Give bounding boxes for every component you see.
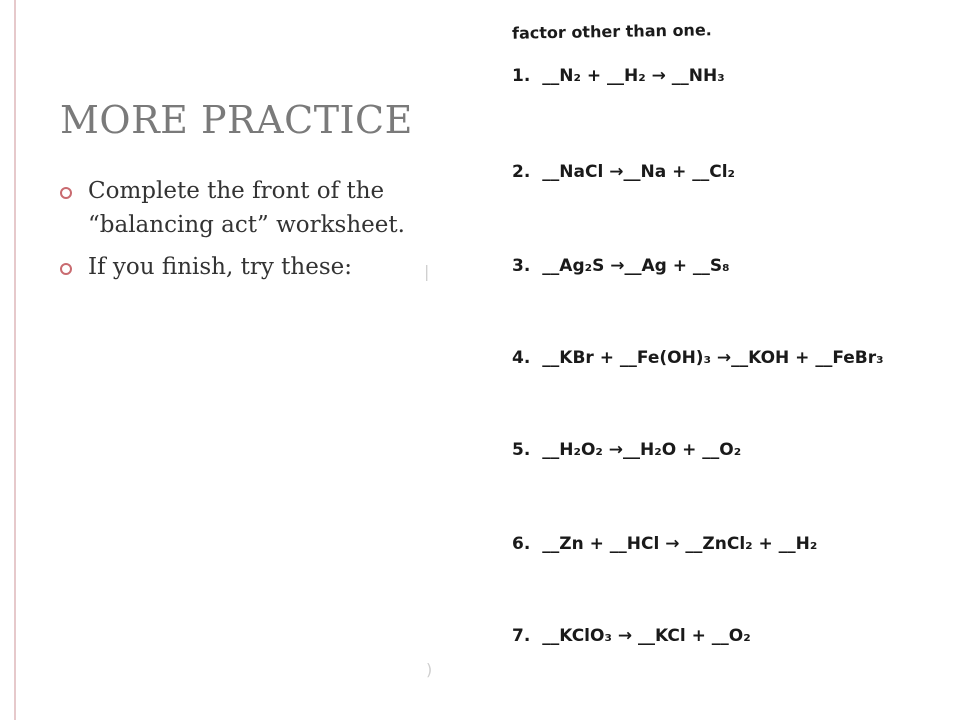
equation-number: 3. [512, 256, 531, 276]
equation-row [512, 256, 730, 276]
equation-number: 6. [512, 534, 531, 554]
bullet-list [60, 174, 420, 292]
equation-row [512, 66, 725, 86]
equation-text: __KBr + __Fe(OH)₃ →__KOH + __FeBr₃ [542, 348, 884, 368]
equation-number: 7. [512, 626, 531, 646]
bullet-text: Complete the front of the “balancing act” worksheet. [88, 178, 405, 238]
bullet-ring-icon [60, 187, 72, 199]
worksheet-image [424, 0, 960, 720]
equation-number: 2. [512, 162, 531, 182]
equation-row [512, 534, 817, 554]
worksheet-header: factor other than one. [511, 20, 712, 43]
equation-row [512, 162, 735, 182]
equation-number: 4. [512, 348, 531, 368]
scan-artifact: | [424, 262, 430, 281]
equation-row [512, 440, 741, 460]
equation-text: __N₂ + __H₂ → __NH₃ [542, 66, 725, 86]
equation-text: __Ag₂S →__Ag + __S₈ [542, 256, 730, 276]
equation-number: 1. [512, 66, 531, 86]
slide-title: MORE PRACTICE [60, 98, 413, 142]
left-decorative-rule [14, 0, 16, 720]
equation-row [512, 626, 751, 646]
bullet-ring-icon [60, 263, 72, 275]
equation-text: __NaCl →__Na + __Cl₂ [542, 162, 735, 182]
scan-artifact: ) [426, 660, 433, 679]
equation-row [512, 348, 884, 368]
bullet-item [60, 250, 420, 284]
equation-text: __Zn + __HCl → __ZnCl₂ + __H₂ [542, 534, 818, 554]
equation-text: __KClO₃ → __KCl + __O₂ [542, 626, 751, 646]
equation-text: __H₂O₂ →__H₂O + __O₂ [542, 440, 742, 460]
bullet-item [60, 174, 420, 242]
bullet-text: If you finish, try these: [88, 254, 352, 280]
equation-number: 5. [512, 440, 531, 460]
